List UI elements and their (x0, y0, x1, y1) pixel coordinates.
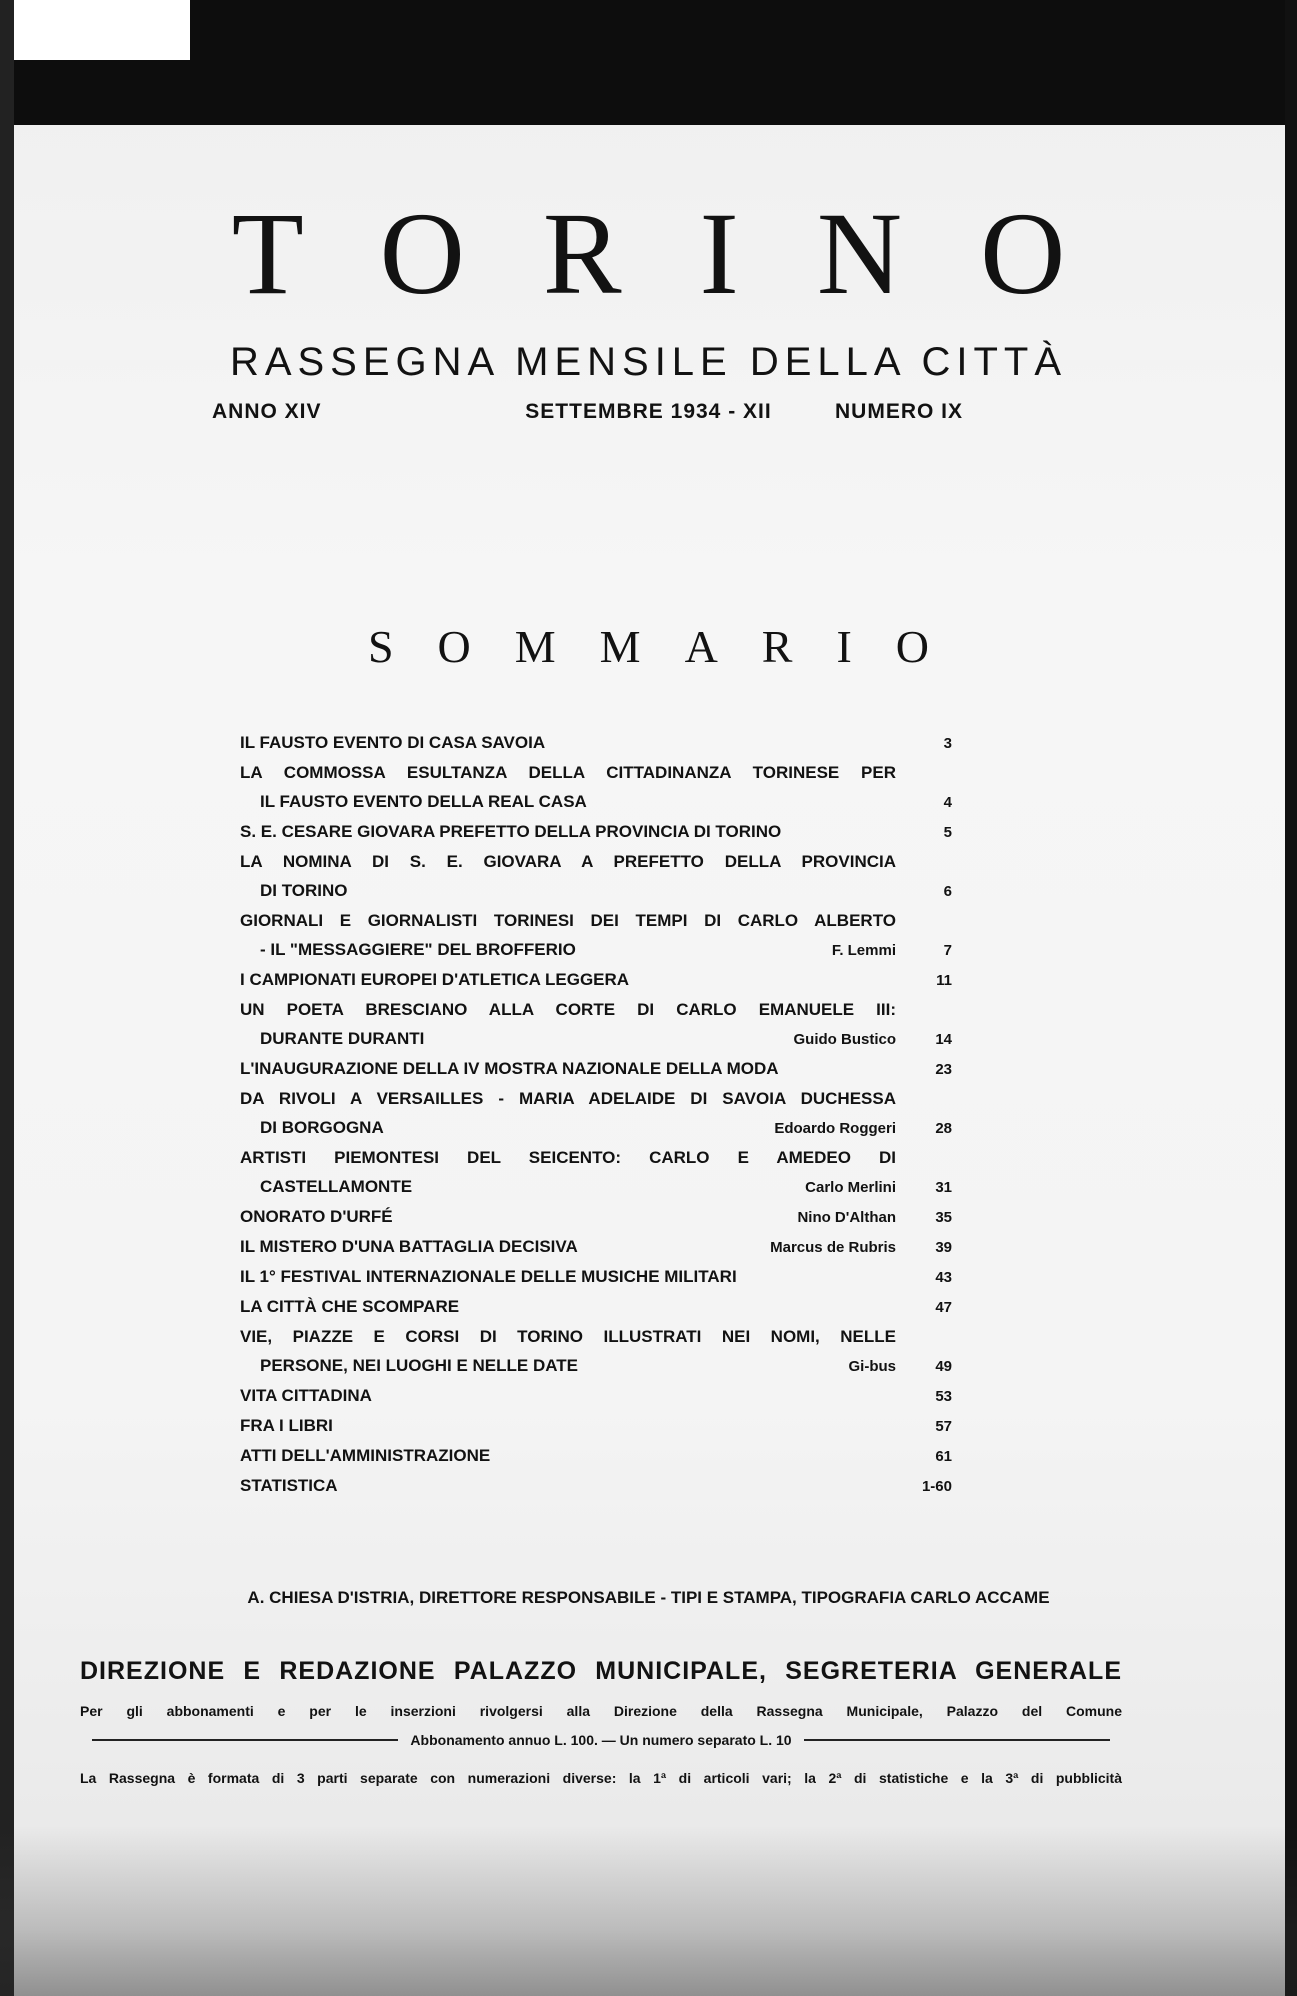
toc-entry-title: DA RIVOLI A VERSAILLES - MARIA ADELAIDE DI SAVOIA DUCHESSA (240, 1089, 896, 1108)
toc-entry (240, 1262, 952, 1292)
toc-entry (240, 1202, 952, 1232)
toc-entry-line (240, 1232, 952, 1262)
issue-date: SETTEMBRE 1934 - XII (525, 400, 772, 423)
toc-entry-page: 11 (936, 972, 952, 989)
prezzo-line: Abbonamento annuo L. 100. — Un numero separato L. 10 (410, 1732, 792, 1748)
toc-entry-line (240, 1113, 952, 1143)
toc-entry-title: LA COMMOSSA ESULTANZA DELLA CITTADINANZA TORINESE PER (240, 763, 896, 782)
toc-entry-line (240, 1024, 952, 1054)
toc-entry-title: VITA CITTADINA (240, 1386, 372, 1405)
toc-entry-title: ARTISTI PIEMONTESI DEL SEICENTO: CARLO E AMEDEO DI (240, 1148, 896, 1167)
toc-entry-line (240, 847, 952, 876)
toc-entry-line (240, 787, 952, 817)
toc-entry-author: Carlo Merlini (805, 1179, 896, 1196)
prezzo-row (80, 1732, 1122, 1748)
toc-entry-page: 43 (935, 1269, 952, 1286)
toc-entry-title: IL FAUSTO EVENTO DI CASA SAVOIA (240, 733, 546, 752)
toc-entry-title: S. E. CESARE GIOVARA PREFETTO DELLA PROVINCIA DI TORINO (240, 822, 782, 841)
toc-entry-line (240, 995, 952, 1024)
toc-entry-title: PERSONE, NEI LUOGHI E NELLE DATE (260, 1356, 578, 1375)
toc-entry-title: FRA I LIBRI (240, 1416, 333, 1435)
toc-entry-title: I CAMPIONATI EUROPEI D'ATLETICA LEGGERA (240, 970, 630, 989)
toc-entry (240, 728, 952, 758)
toc-entry (240, 1471, 952, 1501)
toc-entry-page: 23 (935, 1061, 952, 1078)
toc-entry-line (240, 1143, 952, 1172)
toc-entry-title: IL MISTERO D'UNA BATTAGLIA DECISIVA (240, 1237, 578, 1256)
toc-entry-title: DI TORINO (260, 881, 348, 900)
toc-entry-page: 3 (943, 735, 952, 752)
toc-entry-author: Nino D'Althan (797, 1209, 896, 1226)
toc-entry (240, 1084, 952, 1143)
toc-entry (240, 906, 952, 965)
masthead-subtitle: RASSEGNA MENSILE DELLA CITTÀ (229, 340, 1068, 384)
toc-entry-title: IL FAUSTO EVENTO DELLA REAL CASA (260, 792, 587, 811)
toc-entry-page: 7 (943, 942, 952, 959)
toc-entry-author: Marcus de Rubris (770, 1239, 896, 1256)
toc-entry (240, 1054, 952, 1084)
toc-entry (240, 1381, 952, 1411)
toc-entry-page: 61 (935, 1448, 952, 1465)
toc-entry-title: DURANTE DURANTI (260, 1029, 425, 1048)
toc-entry-line (240, 1172, 952, 1202)
toc-entry-page: 35 (935, 1209, 952, 1226)
sommario-heading: SOMMARIO (367, 621, 974, 672)
toc-entry-title: CASTELLAMONTE (260, 1177, 413, 1196)
toc-entry-page: 14 (935, 1031, 952, 1048)
toc-entry-page: 31 (935, 1179, 952, 1196)
prezzo-rule-right (804, 1739, 1110, 1741)
issue-year: ANNO XIV (212, 400, 322, 423)
toc-entry-line (240, 1292, 952, 1322)
toc-entry-line (240, 1054, 952, 1084)
toc-entry (240, 1322, 952, 1381)
toc-entry-title: ONORATO D'URFÉ (240, 1207, 393, 1226)
toc-entry-line (240, 817, 952, 847)
toc-entry-line (240, 1322, 952, 1351)
masthead-title: TORINO (231, 188, 1144, 319)
nota-line: La Rassegna è formata di 3 parti separate con numerazioni diverse: la 1ª di articoli vari; la 2ª di statistiche e la 3ª di pubblicità (80, 1770, 1122, 1786)
toc-entry-title: DI BORGOGNA (260, 1118, 384, 1137)
toc-entry-page: 39 (935, 1239, 952, 1256)
toc-entry-author: Gi-bus (848, 1358, 896, 1375)
toc-entry (240, 847, 952, 906)
toc-entry (240, 758, 952, 817)
toc-entry-page: 5 (943, 824, 952, 841)
toc-entry-page: 28 (935, 1120, 952, 1137)
toc-entry-page: 47 (935, 1299, 952, 1316)
prezzo-rule-left (92, 1739, 398, 1741)
toc-entry-line (240, 1202, 952, 1232)
toc-entry (240, 1292, 952, 1322)
toc-entry-line (240, 728, 952, 758)
abbonamenti-line: Per gli abbonamenti e per le inserzioni rivolgersi alla Direzione della Rassegna Municipale, Palazzo del Comune (80, 1703, 1122, 1719)
toc-entry-title: - IL "MESSAGGIERE" DEL BROFFERIO (260, 940, 576, 959)
toc-entry-line (240, 876, 952, 906)
issue-number: NUMERO IX (835, 400, 964, 423)
toc-entry-line (240, 935, 952, 965)
toc-entry-page: 53 (935, 1388, 952, 1405)
toc-entry-author: Guido Bustico (793, 1031, 896, 1048)
toc-entry-title: ATTI DELL'AMMINISTRAZIONE (240, 1446, 491, 1465)
toc-entry-line (240, 965, 952, 995)
toc-entry-title: IL 1° FESTIVAL INTERNAZIONALE DELLE MUSICHE MILITARI (240, 1267, 737, 1286)
toc-entry (240, 1232, 952, 1262)
toc-entry-page: 1-60 (921, 1478, 952, 1495)
toc-entry-author: F. Lemmi (831, 942, 896, 959)
toc-entry-line (240, 758, 952, 787)
toc-entry-title: LA CITTÀ CHE SCOMPARE (240, 1297, 460, 1316)
toc-entry-page: 57 (935, 1418, 952, 1435)
toc-entry (240, 1441, 952, 1471)
toc-entry-line (240, 1262, 952, 1292)
direzione-line: DIREZIONE E REDAZIONE PALAZZO MUNICIPALE, SEGRETERIA GENERALE (80, 1657, 1122, 1685)
toc-entry-line (240, 1411, 952, 1441)
toc-entry-line (240, 1381, 952, 1411)
toc-entry-page: 6 (943, 883, 952, 900)
toc-entry-line (240, 1084, 952, 1113)
credits-line: A. CHIESA D'ISTRIA, DIRETTORE RESPONSABILE - TIPI E STAMPA, TIPOGRAFIA CARLO ACCAME (247, 1588, 1050, 1607)
toc-entry-title: LA NOMINA DI S. E. GIOVARA A PREFETTO DELLA PROVINCIA (240, 852, 896, 871)
toc-entry-line (240, 1351, 952, 1381)
toc-entry (240, 1411, 952, 1441)
toc-entry (240, 995, 952, 1054)
toc-entry-page: 49 (935, 1358, 952, 1375)
toc-entry-title: UN POETA BRESCIANO ALLA CORTE DI CARLO EMANUELE III: (240, 1000, 896, 1019)
toc-entry-title: L'INAUGURAZIONE DELLA IV MOSTRA NAZIONALE DELLA MODA (240, 1059, 779, 1078)
toc-entry-line (240, 1441, 952, 1471)
toc-entry-author: Edoardo Roggeri (774, 1120, 896, 1137)
toc-entry (240, 1143, 952, 1202)
toc-entry (240, 817, 952, 847)
toc-entry-title: STATISTICA (240, 1476, 338, 1495)
table-of-contents (240, 728, 952, 1501)
toc-entry-line (240, 906, 952, 935)
toc-entry-title: GIORNALI E GIORNALISTI TORINESI DEI TEMPI DI CARLO ALBERTO (240, 911, 896, 930)
toc-entry-title: VIE, PIAZZE E CORSI DI TORINO ILLUSTRATI NEI NOMI, NELLE (240, 1327, 896, 1346)
toc-entry (240, 965, 952, 995)
toc-entry-line (240, 1471, 952, 1501)
toc-entry-page: 4 (943, 794, 952, 811)
